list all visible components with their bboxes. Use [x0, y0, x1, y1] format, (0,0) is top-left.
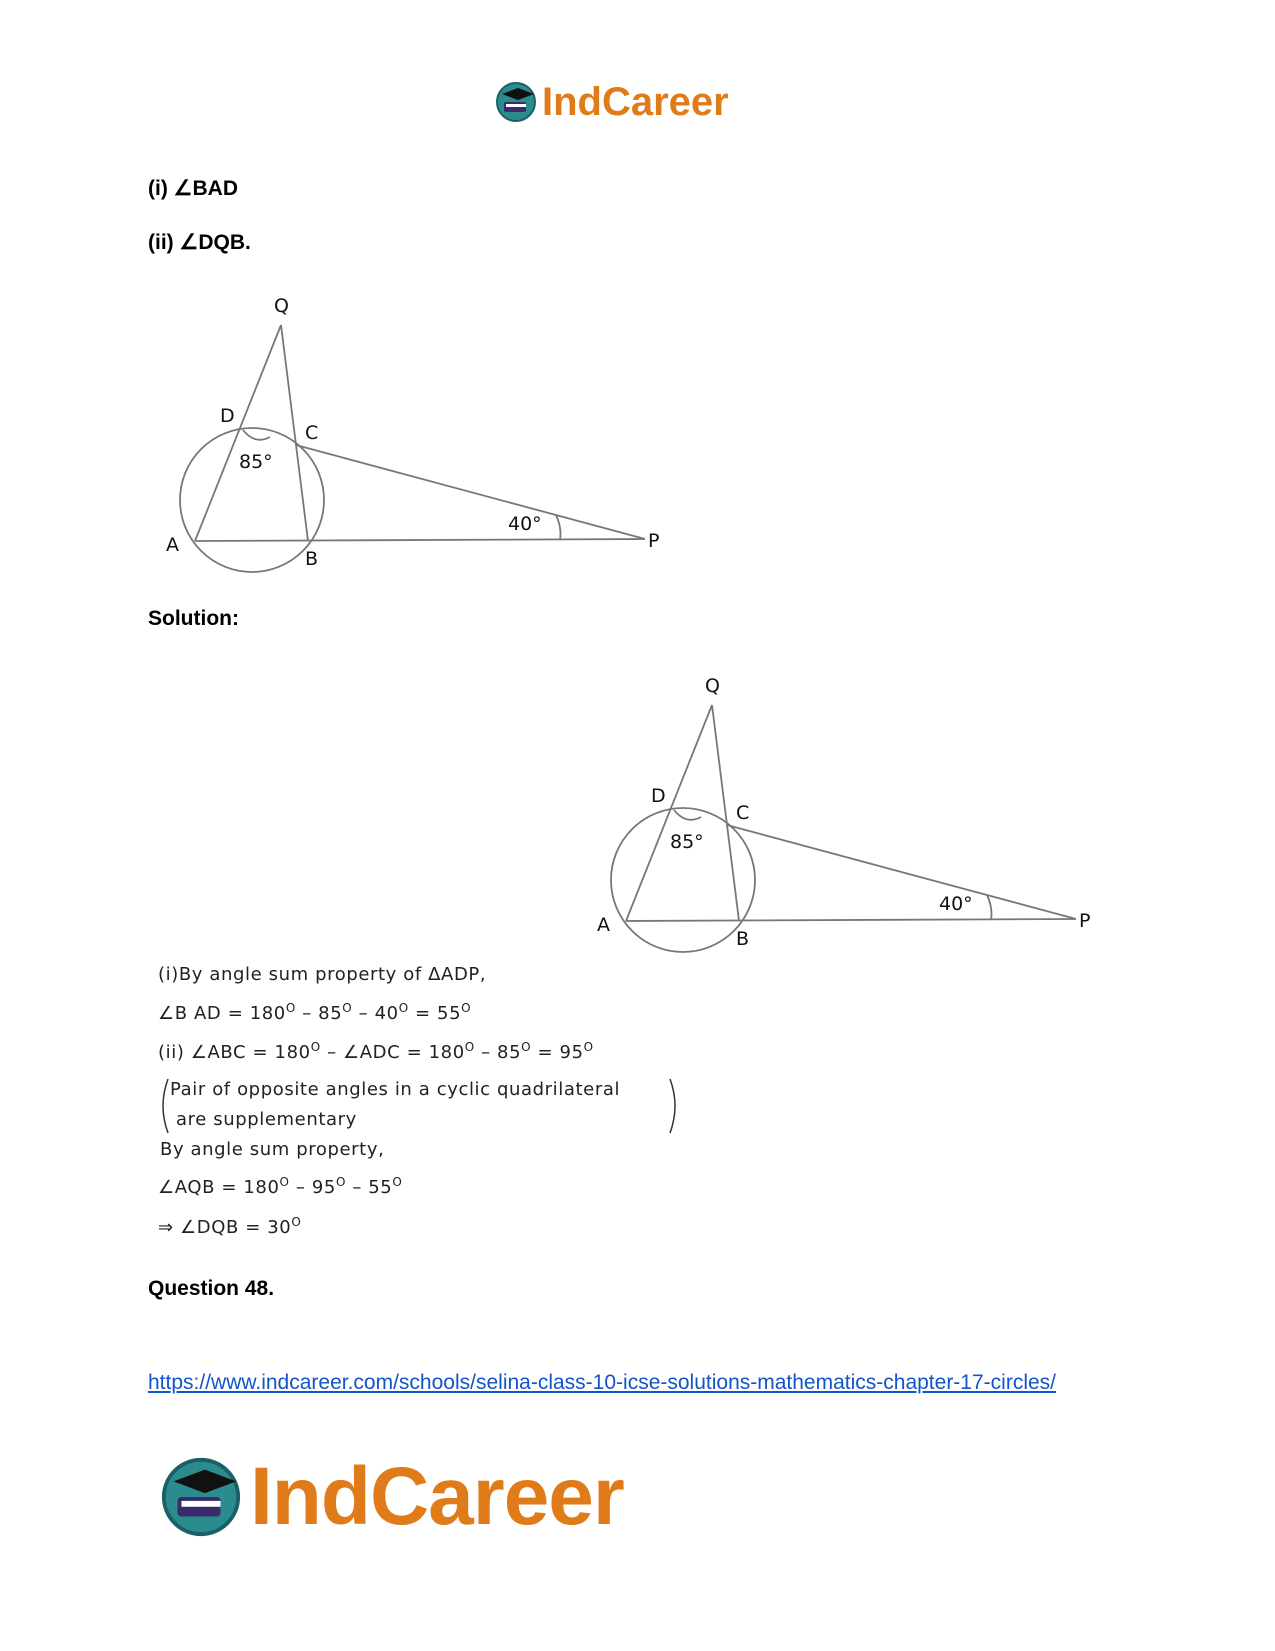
solution-line-1: (i)By angle sum property of ΔADP, — [158, 964, 487, 985]
header-logo — [494, 78, 729, 126]
angle-arc-p — [556, 515, 561, 540]
angle-arc-d — [243, 430, 270, 440]
label-c: C — [736, 802, 750, 824]
note-line-2: are supplementary — [176, 1109, 357, 1130]
label-p: P — [648, 530, 660, 552]
next-question-heading: Question 48. — [148, 1277, 275, 1300]
line-qb — [281, 325, 308, 541]
solution-line-7: ⇒ ∠DQB = $30^O$ — [158, 1215, 302, 1238]
solution-line-2: ∠B AD = $180^O - 85^O - 40^O = 55^O$ — [158, 1001, 472, 1024]
label-a: A — [166, 534, 179, 556]
solution-line-3: (ii) ∠ABC = $180^O$ – ∠ADC = $180^O - 85^O = 95^O$ — [158, 1040, 594, 1063]
solution-line-5: By angle sum property, — [160, 1139, 385, 1160]
solution-note — [158, 1075, 682, 1137]
label-q: Q — [705, 675, 720, 697]
solution-line-6: ∠AQB = $180^O - 95^O - 55^O$ — [158, 1175, 403, 1198]
label-angle-40: 40° — [508, 513, 542, 535]
logo-globe-icon — [494, 80, 538, 124]
line-aq — [626, 705, 712, 921]
angle-arc-p — [987, 895, 992, 920]
line-qb — [712, 705, 739, 921]
label-p: P — [1079, 910, 1091, 932]
header-logo-text: IndCareer — [542, 79, 729, 124]
note-line-1: Pair of opposite angles in a cyclic quadrilateral — [170, 1079, 621, 1100]
line-ap — [195, 539, 645, 541]
label-c: C — [305, 422, 319, 444]
label-angle-85: 85° — [239, 451, 273, 473]
label-d: D — [651, 785, 666, 807]
line-cp — [296, 445, 645, 539]
footer-url-link[interactable]: https://www.indcareer.com/schools/selina-class-10-icse-solutions-mathematics-chapter-17-circles/ — [148, 1371, 1056, 1394]
logo-globe-icon — [158, 1454, 244, 1540]
label-angle-85: 85° — [670, 831, 704, 853]
footer-logo-text: IndCareer — [250, 1451, 624, 1542]
question-part-ii: (ii) ∠DQB. — [148, 231, 251, 254]
question-part-i: (i) ∠BAD — [148, 177, 238, 200]
geometry-figure-solution — [581, 665, 1121, 955]
label-d: D — [220, 405, 235, 427]
label-q: Q — [274, 295, 289, 317]
angle-arc-d — [674, 810, 701, 820]
line-aq — [195, 325, 281, 541]
line-cp — [727, 825, 1076, 919]
line-ap — [626, 919, 1076, 921]
label-angle-40: 40° — [939, 893, 973, 915]
label-b: B — [736, 928, 750, 950]
label-a: A — [597, 914, 610, 936]
label-b: B — [305, 548, 319, 570]
geometry-figure-question — [150, 285, 690, 575]
footer-logo — [158, 1452, 624, 1542]
solution-heading: Solution: — [148, 607, 239, 630]
